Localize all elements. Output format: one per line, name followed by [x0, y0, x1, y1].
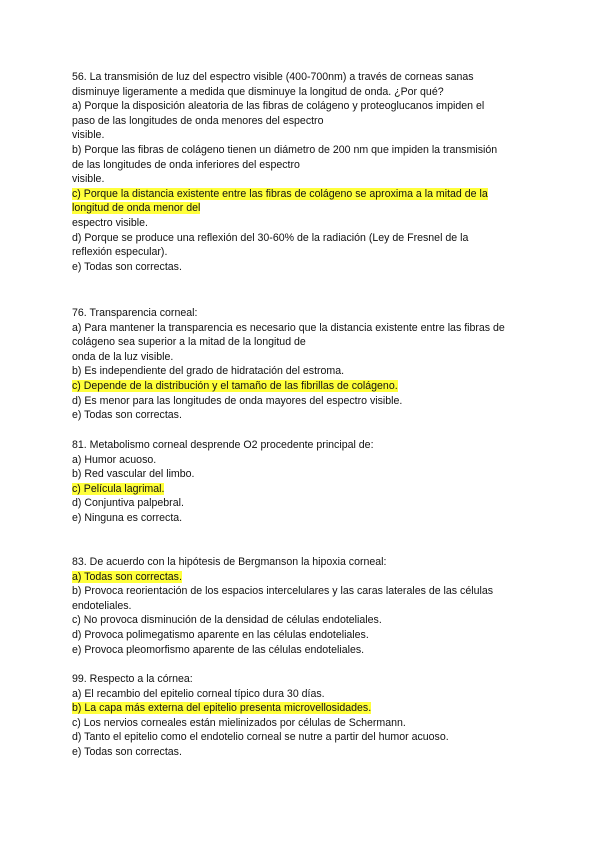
answer-line: e) Ninguna es correcta.	[72, 511, 183, 524]
answer-line: a) El recambio del epitelio corneal típico dura 30 días.	[72, 687, 325, 700]
answer-line: e) Todas son correctas.	[72, 260, 182, 273]
highlighted-answer: a) Todas son correctas.	[72, 570, 182, 583]
answer-line: endoteliales.	[72, 599, 132, 612]
answer-line: d) Provoca polimegatismo aparente en las células endoteliales.	[72, 628, 369, 641]
answer-line: visible.	[72, 129, 105, 142]
answer-line: d) Conjuntiva palpebral.	[72, 497, 184, 510]
answer-line: b) Porque las fibras de colágeno tienen un diámetro de 200 nm que impiden la transmisión	[72, 143, 498, 156]
answer-line: b) Red vascular del limbo.	[72, 468, 195, 481]
answer-line: b) Es independiente del grado de hidratación del estroma.	[72, 365, 345, 378]
answer-line: e) Provoca pleomorfismo aparente de las células endoteliales.	[72, 643, 365, 656]
answer-line: colágeno sea superior a la mitad de la longitud de	[72, 336, 306, 349]
question-stem: 83. De acuerdo con la hipótesis de Bergmanson la hipoxia corneal:	[72, 556, 387, 568]
answer-line: visible.	[72, 173, 105, 186]
question-stem: 56. La transmisión de luz del espectro visible (400-700nm) a través de corneas sanas	[72, 71, 474, 83]
highlighted-answer: c) Depende de la distribución y el tamaño de las fibrillas de colágeno.	[72, 379, 398, 392]
answer-line: a) Humor acuoso.	[72, 453, 157, 466]
answer-line: c) No provoca disminución de la densidad de células endoteliales.	[72, 614, 382, 627]
answer-line: d) Tanto el epitelio como el endotelio corneal se nutre a partir del humor acuoso.	[72, 731, 449, 744]
answer-line: reflexión especular).	[72, 246, 168, 259]
question-stem: 76. Transparencia corneal:	[72, 307, 198, 319]
answer-line: espectro visible.	[72, 216, 148, 229]
answer-line: paso de las longitudes de onda menores del espectro	[72, 114, 324, 127]
question-stem: 99. Respecto a la córnea:	[72, 673, 193, 685]
highlighted-answer: c) Película lagrimal.	[72, 482, 165, 495]
answer-line: e) Todas son correctas.	[72, 745, 182, 758]
answer-line: de las longitudes de onda inferiores del espectro	[72, 158, 300, 171]
highlighted-answer: b) La capa más externa del epitelio presenta microvellosidades.	[72, 702, 372, 715]
answer-line: onda de la luz visible.	[72, 350, 174, 363]
question-83	[72, 555, 532, 657]
question-stem: disminuye ligeramente a medida que disminuye la longitud de onda. ¿Por qué?	[72, 85, 444, 98]
highlighted-answer: longitud de onda menor del	[72, 202, 201, 215]
question-stem: 81. Metabolismo corneal desprende O2 procedente principal de:	[72, 439, 374, 451]
answer-line: d) Es menor para las longitudes de onda mayores del espectro visible.	[72, 394, 403, 407]
question-81	[72, 438, 532, 526]
answer-line: d) Porque se produce una reflexión del 30-60% de la radiación (Ley de Fresnel de la	[72, 231, 469, 244]
answer-line: c) Los nervios corneales están mielinizados por células de Schermann.	[72, 716, 406, 729]
question-56	[72, 70, 532, 274]
answer-line: b) Provoca reorientación de los espacios intercelulares y las caras laterales de las células	[72, 585, 494, 598]
question-99	[72, 672, 532, 760]
answer-line: e) Todas son correctas.	[72, 409, 182, 422]
answer-line: a) Porque la disposición aleatoria de las fibras de colágeno y proteoglucanos impiden el	[72, 100, 485, 113]
answer-line: a) Para mantener la transparencia es necesario que la distancia existente entre las fibras de	[72, 321, 505, 334]
highlighted-answer: c) Porque la distancia existente entre las fibras de colágeno se aproxima a la mitad de la	[72, 187, 488, 200]
question-76	[72, 306, 532, 423]
